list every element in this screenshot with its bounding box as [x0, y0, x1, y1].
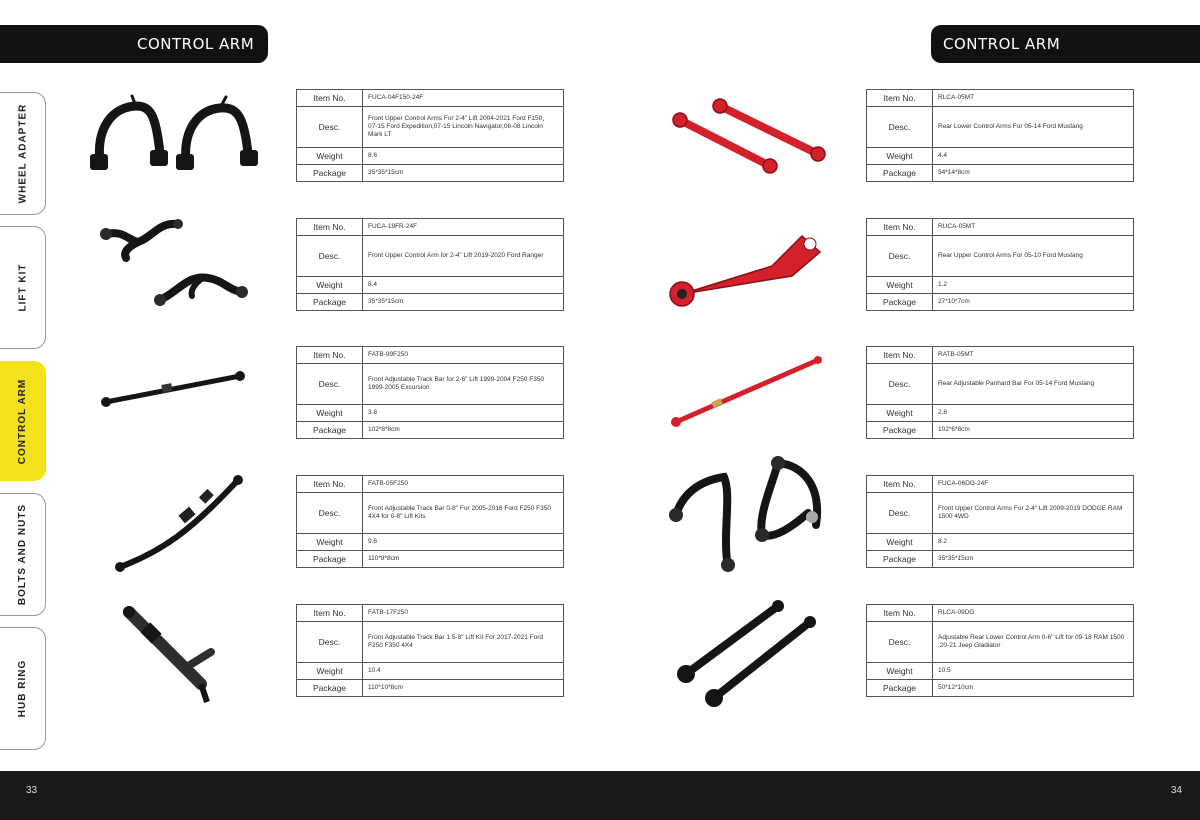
item-number: FUCA-19FR-24F: [363, 219, 564, 236]
product-weight: 4.4: [933, 148, 1134, 165]
product-weight: 8.4: [363, 277, 564, 294]
field-label: Package: [867, 294, 933, 311]
footer-bar: [0, 771, 1200, 820]
rear-upper-arm-image: [662, 218, 832, 308]
item-number: RUCA-05MT: [933, 219, 1134, 236]
product-description: Front Upper Control Arms For 2-4" Lift 2009-2019 DODGE RAM 1500 4WD: [933, 493, 1134, 534]
product-weight: 2.8: [933, 405, 1134, 422]
product-weight: 9.6: [363, 534, 564, 551]
side-tab-bolts-and-nuts[interactable]: [0, 493, 46, 616]
field-label: Desc.: [867, 364, 933, 405]
product-package: 35*35*15cm: [933, 551, 1134, 568]
field-label: Weight: [297, 663, 363, 680]
field-label: Item No.: [867, 476, 933, 493]
field-label: Item No.: [867, 90, 933, 107]
product-weight: 8.2: [933, 534, 1134, 551]
side-tab-wheel-adapter[interactable]: [0, 92, 46, 215]
field-label: Weight: [297, 148, 363, 165]
control-arm-pair-image: [88, 92, 268, 182]
field-label: Desc.: [867, 622, 933, 663]
product-spec-table: [296, 604, 564, 697]
item-number: RLCA-09DG: [933, 605, 1134, 622]
item-number: RATB-05MT: [933, 347, 1134, 364]
field-label: Package: [867, 422, 933, 439]
left-page-header: [0, 25, 268, 63]
product-weight: 8.6: [363, 148, 564, 165]
product-weight: 10.4: [363, 663, 564, 680]
left-page-title: CONTROL ARM: [137, 35, 255, 53]
product-description: Rear Upper Control Arms For 05-10 Ford Mustang: [933, 236, 1134, 277]
field-label: Desc.: [867, 493, 933, 534]
field-label: Weight: [867, 277, 933, 294]
field-label: Desc.: [867, 107, 933, 148]
item-number: RLCA-05MT: [933, 90, 1134, 107]
product-description: Front Adjustable Track Bar for 2-6" Lift 1999-2004 F250 F350 1999-2005 Excursion: [363, 364, 564, 405]
product-description: Rear Adjustable Panhard Bar For 05-14 Ford Mustang: [933, 364, 1134, 405]
product-package: 54*14*8cm: [933, 165, 1134, 182]
field-label: Package: [867, 680, 933, 697]
field-label: Package: [297, 422, 363, 439]
right-page-title: CONTROL ARM: [943, 35, 1061, 53]
product-spec-table: [866, 89, 1134, 182]
field-label: Item No.: [297, 219, 363, 236]
field-label: Desc.: [297, 493, 363, 534]
field-label: Item No.: [297, 90, 363, 107]
product-weight: 3.8: [363, 405, 564, 422]
page-number-right: 34: [1170, 785, 1182, 796]
field-label: Desc.: [297, 107, 363, 148]
side-tab-label: BOLTS AND NUTS: [17, 503, 28, 606]
product-spec-table: [296, 89, 564, 182]
panhard-bar-image: [668, 352, 828, 432]
field-label: Package: [297, 294, 363, 311]
field-label: Item No.: [867, 605, 933, 622]
ranger-control-arm-image: [98, 212, 248, 322]
heavy-track-bar-image: [115, 602, 235, 712]
product-package: 50*12*10cm: [933, 680, 1134, 697]
field-label: Desc.: [297, 622, 363, 663]
dodge-upper-arms-image: [662, 455, 832, 577]
product-package: 110*8*8cm: [363, 551, 564, 568]
field-label: Package: [867, 551, 933, 568]
field-label: Item No.: [297, 476, 363, 493]
side-tab-label: HUB RING: [17, 659, 29, 718]
field-label: Item No.: [297, 605, 363, 622]
field-label: Package: [867, 165, 933, 182]
side-tab-label: LIFT KIT: [17, 263, 28, 312]
field-label: Desc.: [297, 236, 363, 277]
field-label: Weight: [297, 277, 363, 294]
item-number: FUCA-04F150-24F: [363, 90, 564, 107]
product-package: 102*8*8cm: [363, 422, 564, 439]
product-description: Front Upper Control Arm for 2-4" Lift 2019-2020 Ford Ranger: [363, 236, 564, 277]
product-package: 102*6*8cm: [933, 422, 1134, 439]
field-label: Item No.: [867, 347, 933, 364]
product-description: Rear Lower Control Arms For 05-14 Ford Mustang: [933, 107, 1134, 148]
adjustable-lower-arms-image: [672, 598, 822, 714]
field-label: Package: [297, 680, 363, 697]
field-label: Package: [297, 165, 363, 182]
product-spec-table: [866, 604, 1134, 697]
product-description: Adjustable Rear Lower Control Arm 0-6" Lift for 09-18 RAM 1500 ,20-21 Jeep Gladiator: [933, 622, 1134, 663]
product-description: Front Adjustable Track Bar 1.5-8" Lift Kit For 2017-2021 Ford F250 F350 4X4: [363, 622, 564, 663]
side-tab-hub-ring[interactable]: [0, 627, 46, 750]
item-number: FATB-05F250: [363, 476, 564, 493]
long-track-bar-image: [110, 472, 250, 577]
field-label: Weight: [867, 148, 933, 165]
field-label: Weight: [867, 663, 933, 680]
product-spec-table: [866, 346, 1134, 439]
product-spec-table: [296, 346, 564, 439]
rear-lower-arms-image: [670, 96, 830, 176]
side-tab-label: CONTROL ARM: [17, 378, 29, 464]
field-label: Weight: [867, 534, 933, 551]
field-label: Item No.: [297, 347, 363, 364]
product-weight: 10.5: [933, 663, 1134, 680]
field-label: Weight: [867, 405, 933, 422]
product-spec-table: [296, 475, 564, 568]
track-bar-image: [98, 366, 248, 416]
field-label: Desc.: [867, 236, 933, 277]
side-tab-label: WHEEL ADAPTER: [17, 103, 29, 204]
product-weight: 1.2: [933, 277, 1134, 294]
side-tab-control-arm[interactable]: [0, 361, 46, 481]
side-tab-lift-kit[interactable]: [0, 226, 46, 349]
item-number: FATB-99F250: [363, 347, 564, 364]
product-spec-table: [296, 218, 564, 311]
field-label: Desc.: [297, 364, 363, 405]
product-package: 35*35*15cm: [363, 165, 564, 182]
product-spec-table: [866, 218, 1134, 311]
field-label: Item No.: [867, 219, 933, 236]
product-spec-table: [866, 475, 1134, 568]
field-label: Package: [297, 551, 363, 568]
item-number: FUCA-06DG-24F: [933, 476, 1134, 493]
page-number-left: 33: [26, 785, 38, 796]
item-number: FATB-17F250: [363, 605, 564, 622]
right-page-header: [931, 25, 1200, 63]
product-description: Front Adjustable Track Bar 0-8" For 2005-2016 Ford F250 F350 4X4 for 0-8" Lift Kits: [363, 493, 564, 534]
product-package: 35*35*15cm: [363, 294, 564, 311]
product-package: 27*10*7cm: [933, 294, 1134, 311]
field-label: Weight: [297, 534, 363, 551]
product-description: Front Upper Control Arms For 2-4" Lift 2004-2021 Ford F150，07-15 Ford Expedition,07-15 Lincoln Navigator,06-08 Lincoln Mark LT: [363, 107, 564, 148]
product-package: 110*10*8cm: [363, 680, 564, 697]
field-label: Weight: [297, 405, 363, 422]
